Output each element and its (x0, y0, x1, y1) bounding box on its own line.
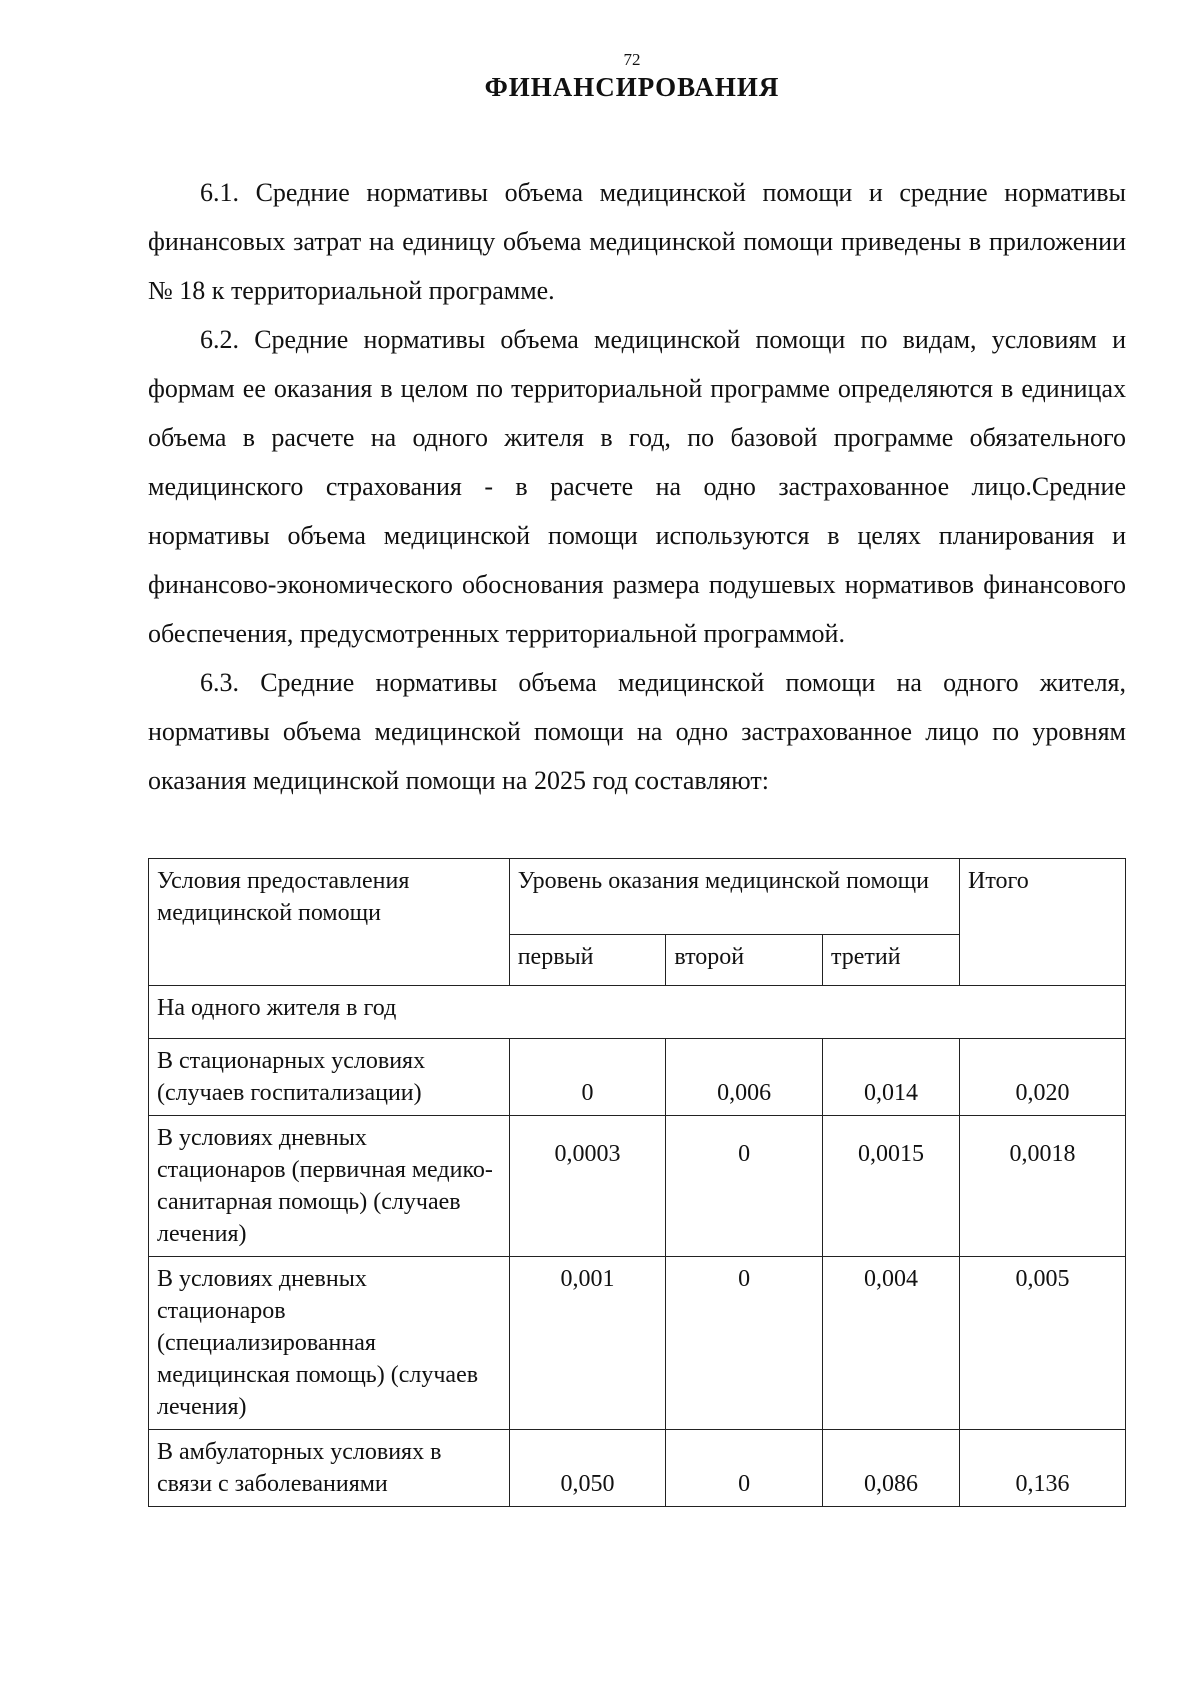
cell-third: 0,004 (822, 1257, 959, 1430)
table-row (149, 1257, 1126, 1430)
cell-second: 0,006 (666, 1039, 823, 1116)
body-text (148, 168, 1126, 805)
page-number: 72 (623, 50, 641, 69)
table-row (149, 1116, 1126, 1257)
cell-total: 0,005 (960, 1257, 1126, 1430)
cell-total: 0,136 (960, 1430, 1126, 1507)
cell-first: 0 (509, 1039, 666, 1116)
paragraph-6-1: 6.1. Средние нормативы объема медицинской помощи и средние нормативы финансовых затрат на единицу объема медицинской помощи приведены в приложении № 18 к территориальной программе. (148, 178, 1126, 305)
header-second: второй (666, 935, 823, 986)
table-row (149, 1430, 1126, 1507)
header-total: Итого (960, 859, 1126, 986)
cell-second: 0 (666, 1430, 823, 1507)
row-label: В условиях дневных стационаров (специализированная медицинская помощь) (случаев лечения) (149, 1257, 510, 1430)
section-heading: ФИНАНСИРОВАНИЯ (484, 72, 780, 102)
cell-second: 0 (666, 1257, 823, 1430)
cell-second: 0 (666, 1116, 823, 1257)
cell-first: 0,0003 (509, 1116, 666, 1257)
cell-third: 0,0015 (822, 1116, 959, 1257)
cell-total: 0,0018 (960, 1116, 1126, 1257)
cell-first: 0,050 (509, 1430, 666, 1507)
header-third: третий (822, 935, 959, 986)
cell-total: 0,020 (960, 1039, 1126, 1116)
cell-third: 0,086 (822, 1430, 959, 1507)
header-first: первый (509, 935, 666, 986)
table-row (149, 1039, 1126, 1116)
header-conditions: Условия предоставления медицинской помощи (149, 859, 510, 986)
row-label: В амбулаторных условиях в связи с заболеваниями (149, 1430, 510, 1507)
header-level: Уровень оказания медицинской помощи (509, 859, 959, 935)
cell-third: 0,014 (822, 1039, 959, 1116)
norms-table (148, 858, 1126, 1507)
paragraph-6-2: 6.2. Средние нормативы объема медицинской помощи по видам, условиям и формам ее оказания в целом по территориальной программе определяются в единицах объема в расчете на одного жителя в год, по базовой программе обязательного медицинского страхования - в расчете на одно застрахованное лицо.Средние нормативы объема медицинской помощи используются в целях планирования и финансово-экономического обоснования размера подушевых нормативов финансового обеспечения, предусмотренных территориальной программой. (148, 325, 1126, 648)
row-label: В стационарных условиях (случаев госпитализации) (149, 1039, 510, 1116)
row-label: В условиях дневных стационаров (первичная медико-санитарная помощь) (случаев лечения) (149, 1116, 510, 1257)
cell-first: 0,001 (509, 1257, 666, 1430)
table-group-row (149, 986, 1126, 1039)
paragraph-6-3: 6.3. Средние нормативы объема медицинской помощи на одного жителя, нормативы объема медицинской помощи на одно застрахованное лицо по уровням оказания медицинской помощи на 2025 год составляют: (148, 668, 1126, 795)
table-header-row (149, 859, 1126, 935)
group-label: На одного жителя в год (149, 986, 1126, 1039)
